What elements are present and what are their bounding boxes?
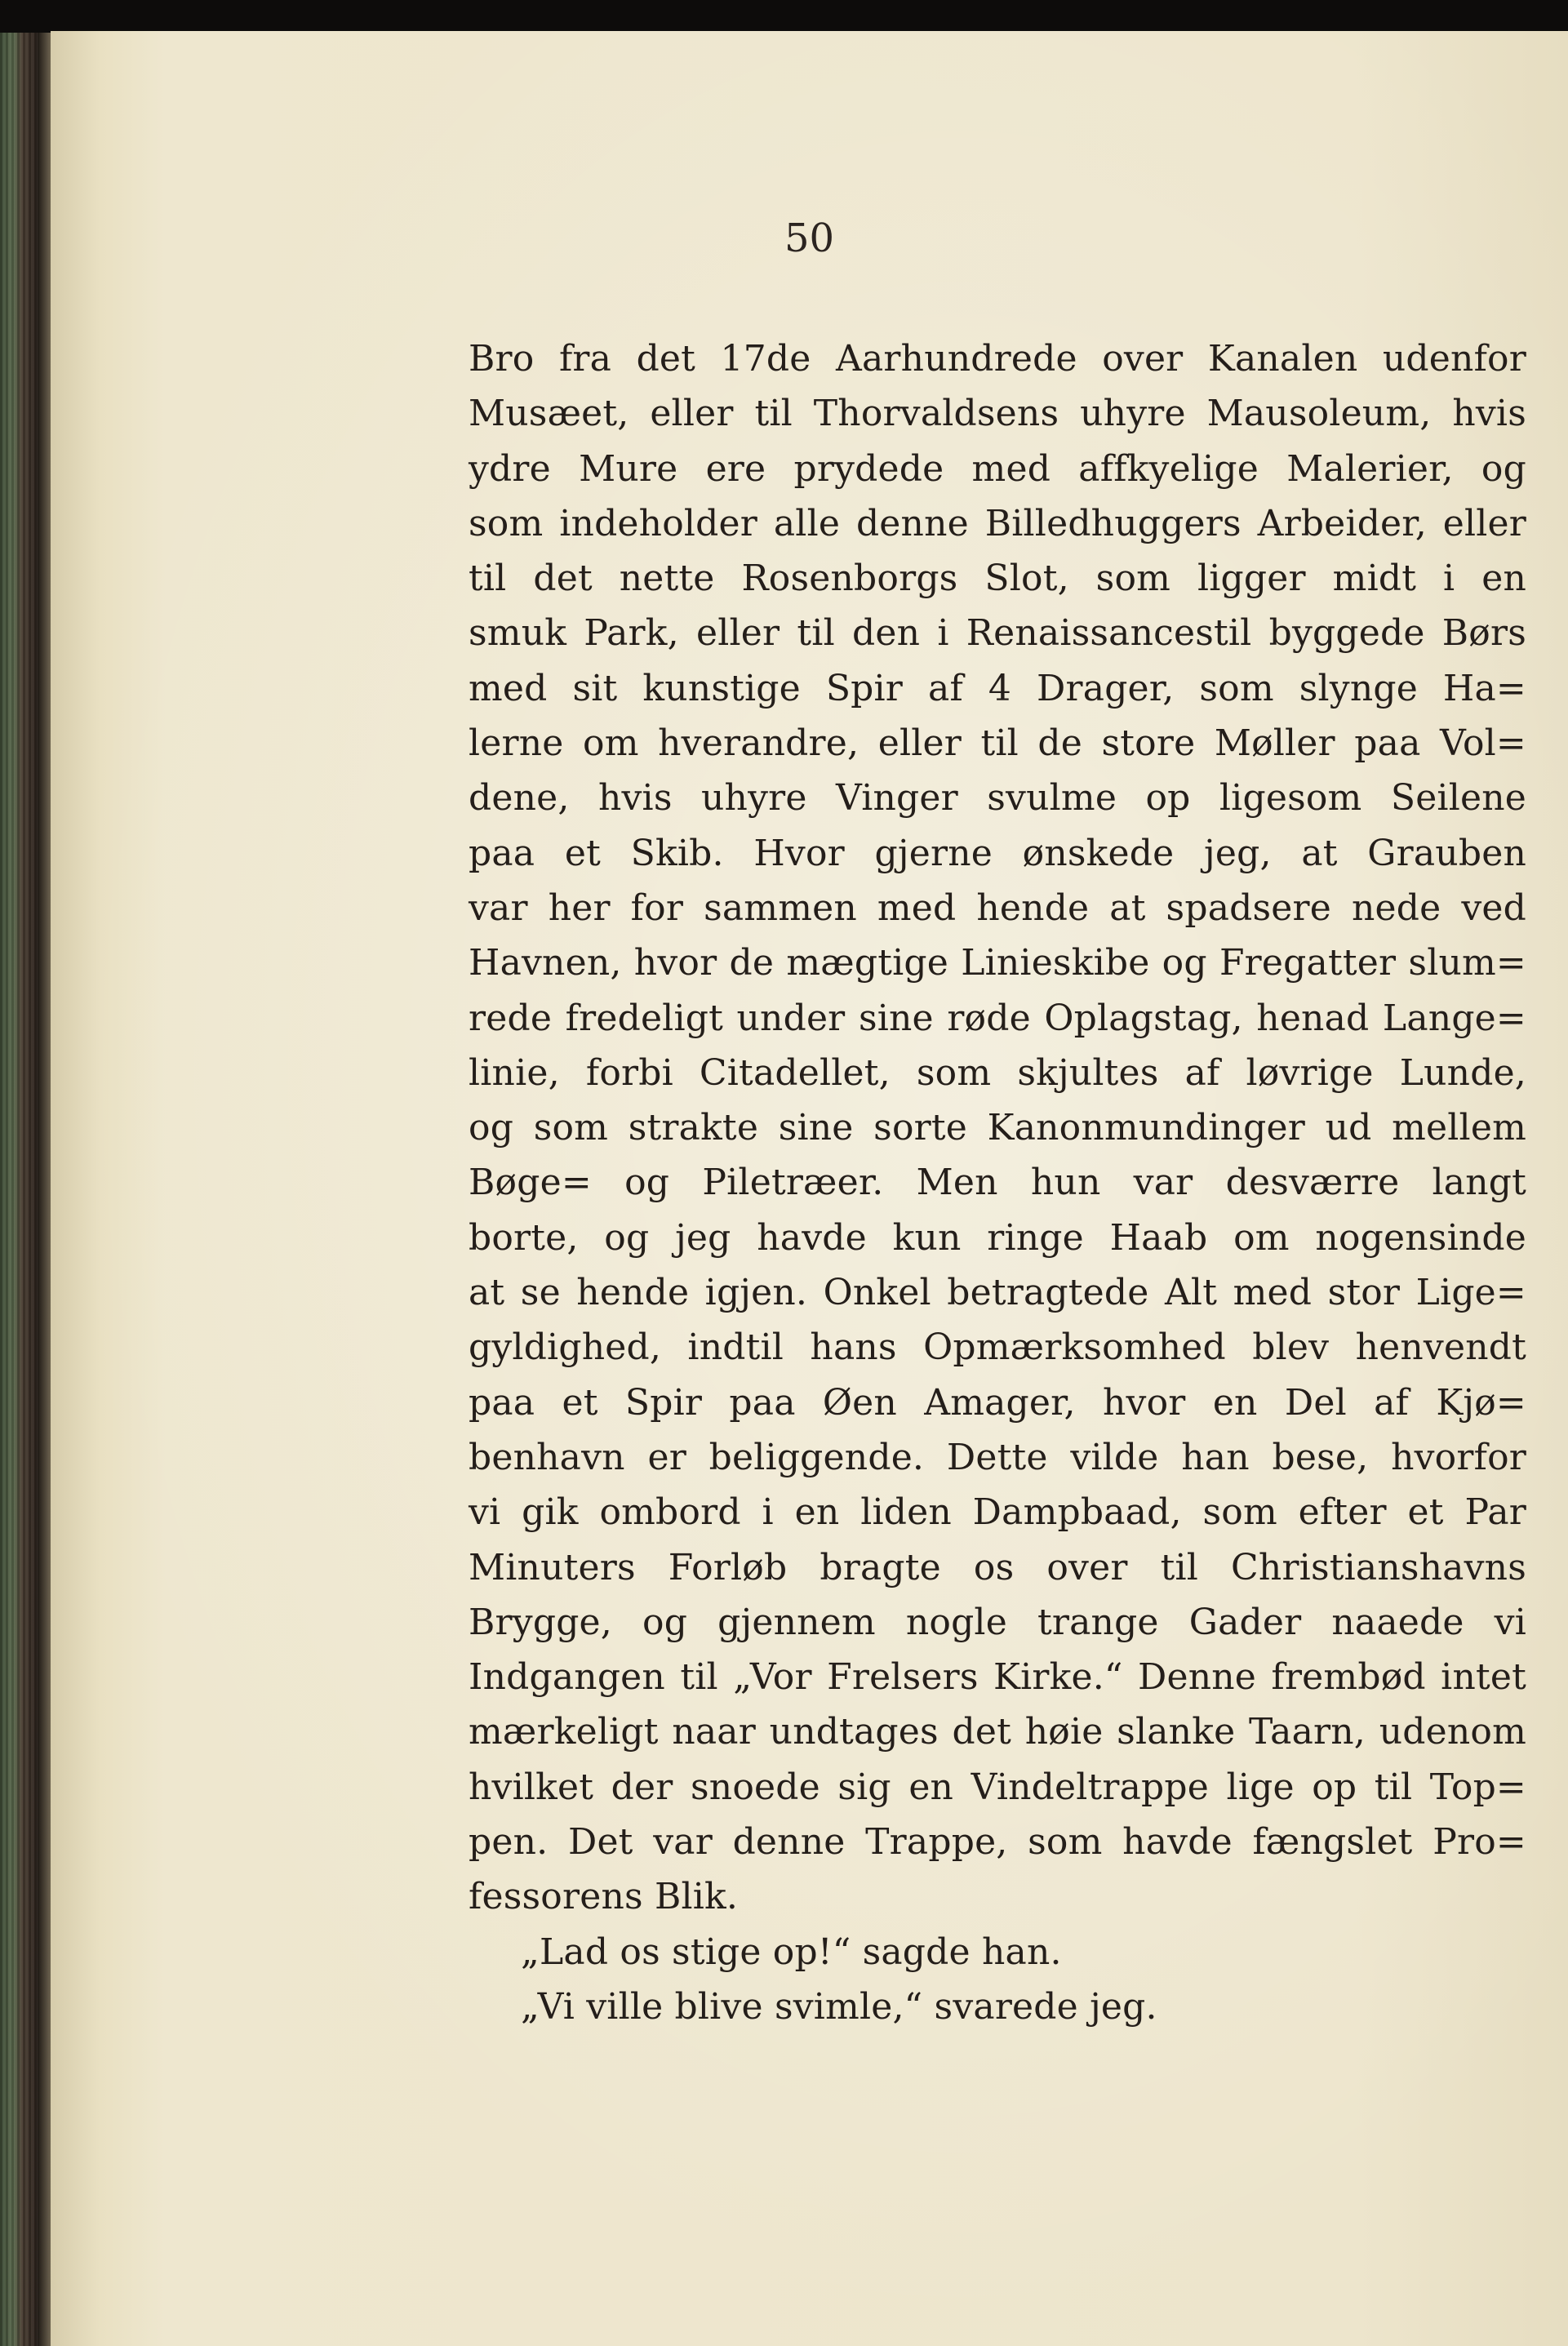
text-line: ydre Mure ere prydede med affkyelige Malerier, og	[469, 447, 1526, 490]
text-line: med sit kunstige Spir af 4 Drager, som slynge Ha=	[469, 667, 1526, 709]
text-line: Minuters Forløb bragte os over til Christianshavns	[469, 1546, 1526, 1588]
text-line: var her for sammen med hende at spadsere nede ved	[469, 886, 1526, 929]
book-page	[51, 31, 1568, 2346]
text-line: Bøge= og Piletræer. Men hun var desværre langt	[469, 1162, 1526, 1204]
text-line: til det nette Rosenborgs Slot, som ligger midt i en	[469, 558, 1526, 600]
text-line: mærkeligt naar undtages det høie slanke Taarn, udenom	[469, 1711, 1526, 1753]
text-line: og som strakte sine sorte Kanonmundinger ud mellem	[469, 1107, 1526, 1149]
text-line: paa et Spir paa Øen Amager, hvor en Del af Kjø=	[469, 1381, 1526, 1424]
text-line: Musæet, eller til Thorvaldsens uhyre Mausoleum, hvis	[469, 393, 1526, 435]
page-number: 50	[784, 215, 835, 261]
text-line: Bro fra det 17de Aarhundrede over Kanalen udenfor	[469, 338, 1526, 380]
text-line: paa et Skib. Hvor gjerne ønskede jeg, at Grauben	[469, 832, 1526, 874]
text-line: at se hende igjen. Onkel betragtede Alt med stor Lige=	[469, 1272, 1526, 1314]
text-line: vi gik ombord i en liden Dampbaad, som efter et Par	[469, 1491, 1526, 1534]
text-line: Indgangen til „Vor Frelsers Kirke.“ Denne frembød intet	[469, 1656, 1526, 1699]
text-line: linie, forbi Citadellet, som skjultes af løvrige Lunde,	[469, 1051, 1526, 1094]
book-spine	[0, 33, 38, 2346]
body-text	[469, 331, 1526, 2034]
text-line: hvilket der snoede sig en Vindeltrappe lige op til Top=	[469, 1766, 1526, 1808]
text-line: fessorens Blik.	[469, 1876, 739, 1918]
text-line: lerne om hverandre, eller til de store Møller paa Vol=	[469, 722, 1526, 765]
page-gutter	[38, 33, 51, 2346]
text-line: pen. Det var denne Trappe, som havde fængslet Pro=	[469, 1821, 1526, 1864]
text-line: Brygge, og gjennem nogle trange Gader naaede vi	[469, 1601, 1526, 1643]
text-line: borte, og jeg havde kun ringe Haab om nogensinde	[469, 1216, 1526, 1259]
text-line: benhavn er beliggende. Dette vilde han bese, hvorfor	[469, 1436, 1526, 1478]
text-line: smuk Park, eller til den i Renaissancestil byggede Børs	[469, 612, 1526, 655]
text-line: dene, hvis uhyre Vinger svulme op ligesom Seilene	[469, 777, 1526, 820]
text-line: „Vi ville blive svimle,“ svarede jeg.	[521, 1985, 1157, 2028]
text-line: „Lad os stige op!“ sagde han.	[521, 1931, 1062, 1973]
text-line: som indeholder alle denne Billedhuggers Arbeider, eller	[469, 502, 1526, 544]
text-line: Havnen, hvor de mægtige Linieskibe og Fregatter slum=	[469, 942, 1526, 984]
text-line: gyldighed, indtil hans Opmærksomhed blev henvendt	[469, 1326, 1526, 1369]
text-line: rede fredeligt under sine røde Oplagstag, henad Lange=	[469, 997, 1526, 1039]
